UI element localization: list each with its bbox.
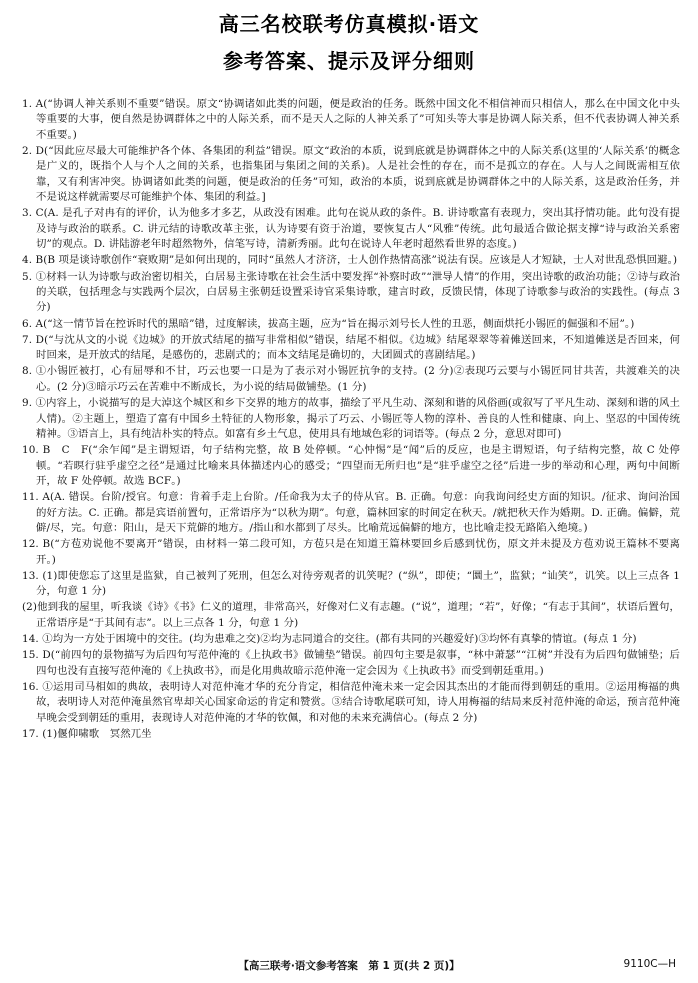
- answer-item-15: 15. D(“前四句的景物描写为后四句写范仲淹的《上执政书》做铺垫”错误。前四句主要是叙事，“林中萧瑟”“江树”并没有为后四句做铺垫；后四句也没有直接写范仲淹的《上执政书》，而是化用典故暗示范仲淹一定会因为《上执政书》而受到朝廷重用。): [22, 649, 680, 677]
- page-subtitle: 参考答案、提示及评分细则: [223, 49, 475, 73]
- answer-item-14: 14. ①均为一方处于困境中的交往。(均为患难之交)②均为志同道合的交往。(都有共同的兴趣爱好)③均怀有真挚的情谊。(每点 1 分): [22, 632, 637, 645]
- answer-item-1: 1. A(“协调人神关系则不重要”错误。原文“协调诸如此类的问题，便是政治的任务。既然中国文化不相信神而只相信人，那么在中国文化中头等重要的大事，便自然是协调群体之中的人际关系，而不是天人之际的人神关系了”可知头等大事是协调人际关系，但不代表协调人神关系不重要。): [22, 98, 680, 141]
- footer-exam-code: 9110C—H: [623, 958, 676, 970]
- answer-item-2: 2. D(“因此应尽最大可能维护各个体、各集团的利益”错误。原文“政治的本质，说到底就是协调群体之中的人际关系(这里的‘人际关系’的概念是广义的，既指个人与个人之间的关系，也指集团与集团之间的关系)。人是社会性的存在，而不是孤立的存在。人与人之间既需相互依靠，又有利害冲突。协调诸如此类的问题，便是政治的任务”可知，政治的本质，说到底就是协调群体之中的人际关系，这是政治任务，并不是说这样就需要尽可能维护个体、集团的利益。]: [22, 145, 680, 204]
- answer-item-13-1: 13. (1)即使您忘了这里是监狱，自己被判了死刑，但怎么对待旁观者的讥笑呢？(“纵”，即使；“圜土”，监狱；“讪笑”，讥笑。以上三点各 1 分，句意 1 分): [22, 569, 680, 598]
- answer-item-16: 16. ①运用司马相如的典故，表明诗人对范仲淹才华的充分肯定，相信范仲淹未来一定会因其杰出的才能而得到朝廷的重用。②运用梅福的典故，表明诗人对范仲淹虽然官卑却关心国家命运的肯定和赞赏。③结合诗歌尾联可知，诗人用梅福的结局来反衬范仲淹的命运，预言范仲淹早晚会受到朝廷的重用，表现诗人对范仲淹的才华的钦佩，和对他的未来充满信心。(每点 2 分): [22, 680, 680, 724]
- answer-item-4: 4. B(B 项是谈诗歌创作“衰败期”是如何出现的，同时“虽然人才济济，士人创作热情高涨”说法有误。应该是人才短缺，士人对世乱恐惧回避。): [22, 254, 678, 267]
- footer-page-info: 【高三联考·语文参考答案 第 1 页(共 2 页)】: [238, 960, 460, 972]
- answer-item-11: 11. A(A. 错误。台阶/授官。句意：肯着手走上台阶。/任命我为太子的侍从官。B. 正确。句意：向我询问经史方面的知识。/征求、询问治国的好方法。C. 正确。都是宾语前置句，正常语序为“以秋为期”。句意，篇林回家的时间定在秋天。/就把秋天作为婚期。D. 正确。偏僻，荒僻/尽，完。句意：阳山，是天下荒僻的地方。/指山和水都到了尽头。比喻荒远偏僻的地方，也比喻走投无路陷入绝境。): [22, 491, 680, 534]
- answer-item-3: 3. C(A. 是孔子对冉有的评价，认为他多才多艺，从政没有困难。此句在说从政的条件。B. 讲诗歌富有表现力，突出其抒情功能。此句没有提及诗与政治的联系。C. 讲元结的诗歌改革主张，认为诗要有资于治道，要恢复古人“风雅”传统。此句最适合做论据支撑“诗与政治关系密切”的观点。D. 讲陆游老年时超然物外，信笔写诗，清新秀丽。此句在说诗人年老时超然看世界的态度。): [22, 207, 680, 251]
- answer-list: [22, 97, 680, 743]
- answer-item-6: 6. A(“这一情节旨在控诉时代的黑暗”错，过度解读，拔高主题，应为“旨在揭示刘号长人性的丑恶，侧面烘托小锡匠的倔强和不屈”。): [22, 317, 635, 330]
- answer-item-17: 17. (1)偃仰啸歌 冥然兀坐: [22, 727, 152, 740]
- answer-item-10: 10. B C F(“余乍闻”是主谓短语，句子结构完整，故 B 处停顿。“心忡惕”是“闻”后的反应，也是主谓短语，句子结构完整，故 C 处停顿。“若暝行驻乎虚空之径”是通过比喻来具体描述内心的感受；“四望而无所归也”是“驻乎虚空之径”后进一步的举动和心理，两句中间断开，故 F 处停顿。故选 BCF。): [22, 444, 680, 487]
- page-footer: [0, 958, 698, 976]
- answer-item-8: 8. ①小锡匠被打，心有屈辱和不甘，巧云也要一口是为了表示对小锡匠抗争的支持。(2 分)②表现巧云要与小锡匠同甘共苦，共渡难关的决心。(2 分)③暗示巧云在苦难中不断成长，为小说的结局做铺垫。(1 分): [22, 365, 680, 393]
- answer-item-7: 7. D(“与沈从文的小说《边城》的开放式结尾的描写非常相似”错误，结尾不相似。《边城》结尾翠翠等着傩送回来，不知道傩送是否回来，何时回来，是开放式的结尾，是感伤的，悲剧式的；而本文结尾是确切的，大团圆式的喜剧结尾。): [22, 333, 680, 362]
- answer-item-12: 12. B(“方苞劝说他不要离开”错误，由材料一第二段可知，方苞只是在知道王篇林要回乡后感到忧伤，原文并未提及方苞劝说王篇林不要离开。): [22, 538, 680, 566]
- answer-item-13-2: (2)他到我的屋里，听我谈《诗》《书》仁义的道理，非常高兴，好像对仁义有志趣。(“说”，道理；“若”，好像；“有志于其间”，状语后置句，正常语序是“于其间有志”。以上三点各 1 分，句意 1 分): [22, 601, 680, 629]
- page-title: 高三名校联考仿真模拟·语文: [218, 12, 480, 36]
- answer-item-9: 9. ①内容上，小说描写的是大淖这个城区和乡下交界的地方的故事，描绘了平凡生动、深刻和谐的风俗画(或叙写了平凡生动、深刻和谐的风土人情)。②主题上，塑造了富有中国乡土特征的人物形象，揭示了巧云、小锡匠等人物的淳朴、善良的人性和健康、向上、坚忍的中国传统精神。③语言上，具有纯洁朴实的特点。如富有乡土气息，使用具有地域色彩的词语等。(每点 2 分，意思对即可): [22, 397, 680, 440]
- answer-item-5: 5. ①材料一认为诗歌与政治密切相关，白居易主张诗歌在社会生活中要发挥“补察时政”“泄导人情”的作用，突出诗歌的政治功能；②诗与政治的关联，包括理念与实践两个层次，白居易主张朝廷设置采诗官采集诗歌，建言时政，反馈民情，体现了诗歌参与政治的实践性。(每点 3 分): [22, 270, 680, 314]
